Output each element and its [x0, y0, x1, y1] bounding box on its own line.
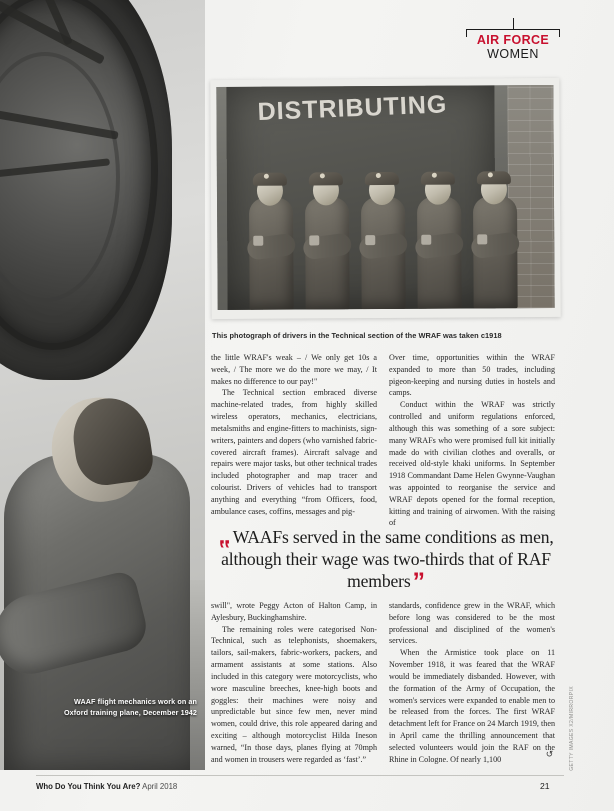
paragraph: Conduct within the WRAF was strictly controlled and uniform regulations enforced, although this was something of a sore subject: many WRAFs who were promised full kit initially made do with civilian clothes and overalls, or received old-style khaki uniforms. In September 1918 Commandant Dame Helen Gwynne-Vaughan was appointed to reorganise the service and WRAF depots opened for the formal reception, kitting and training of airwomen. With the raising of [389, 400, 555, 528]
section-horizontal-rule [466, 29, 560, 30]
left-photo [0, 0, 205, 770]
wraf-driver-figure [469, 160, 522, 308]
wraf-drivers-group [245, 158, 526, 310]
driver-cap-badge-icon [376, 173, 381, 178]
depot-sign-text: DISTRIBUTING [257, 90, 448, 127]
footer-magazine-title: Who Do You Think You Are? [36, 782, 141, 791]
driver-cap-badge-icon [264, 174, 269, 179]
driver-cap-badge-icon [432, 173, 437, 178]
photo-credit: GETTY IMAGES X2/MIRRORPIX [569, 686, 575, 771]
pull-quote-text: WAAFs served in the same conditions as men, although their wage was two-thirds that of RAF members [221, 527, 554, 592]
driver-cap-badge-icon [320, 173, 325, 178]
page-number: 21 [540, 781, 550, 791]
wraf-driver-figure [413, 161, 466, 309]
paragraph: swill", wrote Peggy Acton of Halton Camp, in Aylesbury, Buckinghamshire. [211, 601, 377, 622]
driver-shoulder-patch [309, 235, 319, 245]
section-title-line1: AIR FORCE [476, 33, 550, 47]
driver-shoulder-patch [253, 236, 263, 246]
paragraph: Over time, opportunities within the WRAF expanded to more than 50 trades, including pigeon-keeping and nursing duties in hostels and camps. [389, 353, 555, 398]
section-title-line2: WOMEN [487, 47, 539, 61]
body-column-d [389, 600, 555, 765]
top-photo-frame [210, 78, 560, 319]
body-column-b [389, 352, 555, 529]
footer-divider [36, 775, 564, 776]
continued-arrow-icon: ↺ [545, 749, 554, 759]
wraf-driver-figure [301, 161, 354, 309]
wraf-driver-figure [245, 162, 298, 310]
driver-shoulder-patch [365, 235, 375, 245]
footer-masthead [36, 782, 177, 791]
paragraph: When the Armistice took place on 11 November 1918, it was feared that the WRAF would be immediately disbanded. However, with the formation of the Army of Occupation, the women's services were expanded to enable men to be released from the forces. The first WRAF detachment left for France on 24 March 1919, then in April came the thrilling announcement that selected volunteers would join the RAF on the Rhine in Cologne. Of nearly 1,100 [389, 648, 555, 764]
paragraph: The remaining roles were categorised Non-Technical, such as telephonists, shoemakers, tailors, sail-makers, fabric-workers, packers, and armament assistants at some stations. Also included in this category were motorcyclists, who wore masculine breeches, knee-high boots and goggles: their machines were noisy and unpredictable but since few men, never mind women, could drive, this role appeared daring and exciting – although motorcyclist Hilda Ineson warned, “In those days, planes flying at 70mph and women in trousers were regarded as ‘fast’.” [211, 624, 377, 764]
paragraph: the little WRAF's weak – / We only get 10s a week, / The more we do the more we may, / It makes no difference to our pay!" [211, 353, 377, 386]
body-column-c [211, 600, 377, 765]
paragraph: standards, confidence grew in the WRAF, which before long was considered to be the most professional and disciplined of the women's services. [389, 601, 555, 646]
top-photo [216, 85, 554, 310]
body-column-a [211, 352, 377, 517]
paragraph: The Technical section embraced diverse machine-related trades, from highly skilled wireless operators, mechanics, electricians, metalsmiths and engine-fitters to machinists, sign-writers, painters and dopers (who varnished fabric-covered aircraft frames). Aircraft salvage and repairs were major tasks, but other technical trades included photographer and map tracer and colourist. Drivers of vehicles had to transport anything and everything “from Officers, food, ambulance cases, coffins, messages and pig- [211, 388, 377, 516]
driver-cap [421, 172, 455, 185]
driver-cap [365, 172, 399, 185]
driver-cap [309, 172, 343, 185]
footer-issue-date: April 2018 [142, 782, 178, 791]
top-photo-caption: This photograph of drivers in the Technical section of the WRAF was taken c1918 [212, 331, 502, 340]
driver-cap [477, 171, 511, 184]
driver-cap [253, 173, 287, 186]
pull-quote: “ WAAFs served in the same conditions as men, although their wage was two-thirds that of RAF members” [218, 524, 554, 597]
driver-shoulder-patch [421, 235, 431, 245]
wraf-driver-figure [357, 161, 410, 309]
driver-cap-badge-icon [488, 172, 493, 177]
driver-shoulder-patch [477, 234, 487, 244]
left-photo-caption: WAAF flight mechanics work on an Oxford training plane, December 1942 [63, 697, 197, 717]
